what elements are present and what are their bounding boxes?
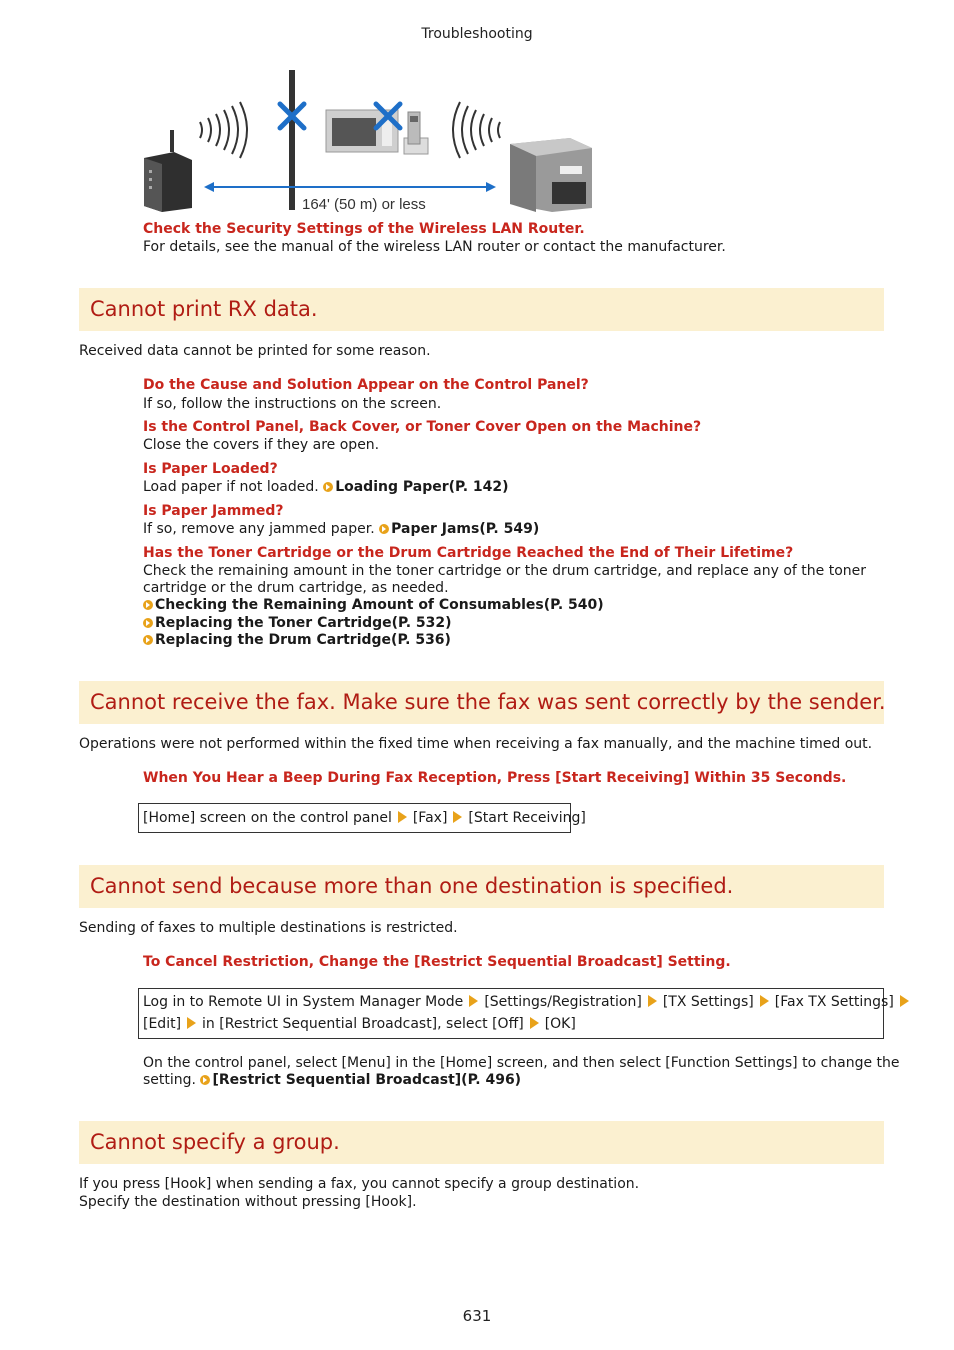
section-title-cannot-specify-group: Cannot specify a group. [79, 1121, 884, 1164]
wall-obstacle [289, 70, 295, 210]
link-replace-drum[interactable] [143, 632, 451, 649]
section1-description: Received data cannot be printed for some reason. [79, 343, 431, 359]
page-header: Troubleshooting [421, 26, 533, 42]
q5-title: Has the Toner Cartridge or the Drum Cartridge Reached the End of Their Lifetime? [143, 545, 794, 561]
fax-receive-menu-path [138, 803, 586, 833]
q3-line [143, 479, 509, 496]
q3-text: Load paper if not loaded. [143, 479, 324, 495]
q2-text: Close the covers if they are open. [143, 437, 380, 453]
link-paper-jams[interactable] [379, 521, 539, 537]
q4-line [143, 521, 539, 538]
signal-waves-right-icon [453, 102, 500, 158]
path-arrow-icon [469, 995, 478, 1007]
path-arrow-icon [187, 1017, 196, 1029]
link-arrow-icon [323, 482, 333, 492]
link-arrow-icon [143, 600, 153, 610]
q2-title: Is the Control Panel, Back Cover, or Toner Cover Open on the Machine? [143, 419, 702, 435]
path-arrow-icon [530, 1017, 539, 1029]
path-step: [OK] [544, 1016, 576, 1032]
link-check-consumables-label: Checking the Remaining Amount of Consumables(P. 540) [155, 597, 604, 613]
section-title-cannot-receive-fax: Cannot receive the fax. Make sure the fax was sent correctly by the sender. [79, 681, 884, 724]
section4-description-2: Specify the destination without pressing [Hook]. [79, 1194, 417, 1210]
link-loading-paper-label: Loading Paper(P. 142) [335, 479, 509, 495]
q4-title: Is Paper Jammed? [143, 503, 284, 519]
link-replace-drum-label: Replacing the Drum Cartridge(P. 536) [155, 632, 451, 648]
router-icon [144, 130, 192, 212]
link-arrow-icon [200, 1075, 210, 1085]
check-security-title: Check the Security Settings of the Wireless LAN Router. [143, 221, 585, 237]
link-check-consumables[interactable] [143, 597, 604, 614]
path-step: in [Restrict Sequential Broadcast], select [Off] [202, 1016, 524, 1032]
check-security-text: For details, see the manual of the wireless LAN router or contact the manufacturer. [143, 239, 726, 255]
cordless-phone-icon [404, 112, 428, 154]
link-arrow-icon [379, 524, 389, 534]
link-arrow-icon [143, 618, 153, 628]
path-step: [Fax TX Settings] [774, 994, 894, 1010]
distance-label: 164' (50 m) or less [302, 196, 426, 213]
link-arrow-icon [143, 635, 153, 645]
path-step: Log in to Remote UI in System Manager Mode [143, 994, 464, 1010]
link-replace-toner[interactable] [143, 615, 452, 632]
path-step: [Home] screen on the control panel [143, 810, 392, 826]
signal-waves-left-icon [200, 102, 247, 158]
path-arrow-icon [760, 995, 769, 1007]
section3-note-2 [143, 1072, 521, 1089]
section3-tip-title: To Cancel Restriction, Change the [Restrict Sequential Broadcast] Setting. [143, 954, 731, 970]
path-arrow-icon [648, 995, 657, 1007]
restrict-broadcast-menu-path [138, 988, 894, 1039]
printer-icon [510, 138, 592, 212]
q5-text-2: cartridge or the drum cartridge, as needed. [143, 580, 449, 596]
link-restrict-broadcast-label: [Restrict Sequential Broadcast](P. 496) [212, 1072, 522, 1088]
section3-description: Sending of faxes to multiple destinations is restricted. [79, 920, 458, 936]
section3-note-1: On the control panel, select [Menu] in the [Home] screen, and then select [Function Settings] to change the [143, 1055, 900, 1071]
page-number: 631 [462, 1307, 492, 1325]
link-replace-toner-label: Replacing the Toner Cartridge(P. 532) [155, 615, 452, 631]
q4-text: If so, remove any jammed paper. [143, 521, 380, 537]
path-arrow-icon [453, 811, 462, 823]
q1-text: If so, follow the instructions on the screen. [143, 396, 442, 412]
path-step: [Edit] [143, 1016, 182, 1032]
q5-text-1: Check the remaining amount in the toner cartridge or the drum cartridge, and replace any of the toner [143, 563, 867, 579]
q3-title: Is Paper Loaded? [143, 461, 278, 477]
path-arrow-icon [398, 811, 407, 823]
section2-tip-title: When You Hear a Beep During Fax Reception, Press [Start Receiving] Within 35 Seconds. [143, 770, 847, 786]
path-step: [Start Receiving] [468, 810, 586, 826]
distance-arrow [204, 182, 496, 192]
path-arrow-icon [900, 995, 909, 1007]
section-title-multiple-destinations: Cannot send because more than one destination is specified. [79, 865, 884, 908]
section2-description: Operations were not performed within the fixed time when receiving a fax manually, and the machine timed out. [79, 736, 873, 752]
path-step: [Settings/Registration] [484, 994, 642, 1010]
section-title-cannot-print-rx: Cannot print RX data. [79, 288, 884, 331]
section3-note-2-text: setting. [143, 1072, 201, 1088]
q1-title: Do the Cause and Solution Appear on the Control Panel? [143, 377, 589, 393]
link-loading-paper[interactable] [323, 479, 508, 495]
link-paper-jams-label: Paper Jams(P. 549) [391, 521, 540, 537]
wireless-distance-illustration [140, 66, 600, 216]
section4-description-1: If you press [Hook] when sending a fax, you cannot specify a group destination. [79, 1176, 640, 1192]
path-step: [TX Settings] [662, 994, 754, 1010]
path-step: [Fax] [412, 810, 448, 826]
link-restrict-broadcast[interactable] [200, 1072, 521, 1088]
